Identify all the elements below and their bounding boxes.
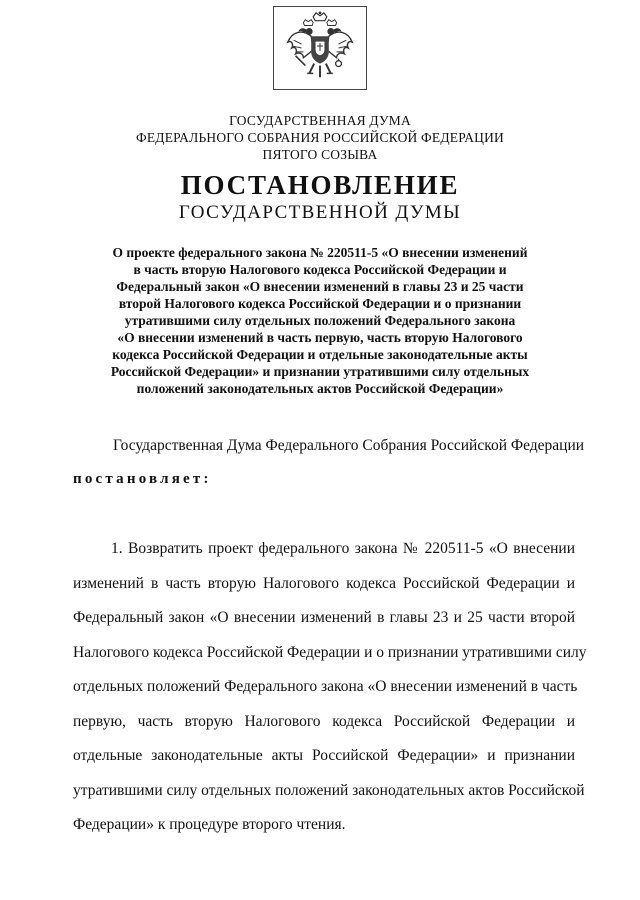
coat-of-arms-emblem	[273, 6, 367, 90]
paragraph-line: отдельные законодательные акты Российской Федерации» и признании	[73, 747, 575, 764]
header-line-convocation: ПЯТОГО СОЗЫВА	[262, 147, 378, 162]
resolves-keyword: постановляет:	[73, 471, 212, 487]
project-title-line: утратившими силу отдельных положений Федерального закона	[124, 313, 516, 328]
project-title-line: О проекте федерального закона № 220511-5 «О внесении изменений	[112, 245, 528, 260]
preamble: Государственная Дума Федерального Собрания Российской Федерации	[113, 437, 585, 454]
document-title: ПОСТАНОВЛЕНИЕ	[180, 170, 460, 200]
paragraph-line: первую, часть вторую Налогового кодекса Российской Федерации и	[73, 712, 575, 730]
paragraph-1	[73, 538, 587, 849]
header-line-assembly: ФЕДЕРАЛЬНОГО СОБРАНИЯ РОССИЙСКОЙ ФЕДЕРАЦИИ	[136, 130, 504, 145]
header-line-duma: ГОСУДАРСТВЕННАЯ ДУМА	[229, 113, 411, 128]
project-title-line: Федеральный закон «О внесении изменений в главы 23 и 25 части	[116, 279, 524, 294]
paragraph-line: отдельных положений Федерального закона «О внесении изменений в часть	[73, 678, 578, 695]
paragraph-line: Налогового кодекса Российской Федерации и о признании утратившими силу	[73, 643, 587, 661]
project-title-line: «О внесении изменений в часть первую, часть вторую Налогового	[117, 330, 523, 345]
project-title-line: в часть вторую Налогового кодекса Российской Федерации и	[133, 262, 507, 277]
project-title-line: второй Налогового кодекса Российской Федерации и о признании	[118, 296, 522, 311]
issuing-body-header	[0, 112, 640, 163]
russian-coat-of-arms-icon	[274, 7, 366, 89]
project-title-line: Российской Федерации» и признании утратившими силу отдельных	[110, 364, 530, 379]
paragraph-line: изменений в часть вторую Налогового кодекса Российской Федерации и	[73, 574, 575, 592]
project-title-line: положений законодательных актов Российской Федерации»	[136, 381, 504, 396]
paragraph-line: Федеральный закон «О внесении изменений в главы 23 и 25 части второй	[73, 609, 575, 626]
paragraph-line: утратившими силу отдельных положений законодательных актов Российской	[73, 781, 585, 799]
project-title	[62, 244, 578, 397]
document-subtitle: ГОСУДАРСТВЕННОЙ ДУМЫ	[178, 202, 462, 223]
paragraph-line: Федерации» к процедуре второго чтения.	[73, 816, 346, 833]
paragraph-line: 1. Возвратить проект федерального закона № 220511-5 «О внесении	[111, 540, 575, 557]
project-title-line: кодекса Российской Федерации и отдельные законодательные акты	[112, 347, 528, 362]
